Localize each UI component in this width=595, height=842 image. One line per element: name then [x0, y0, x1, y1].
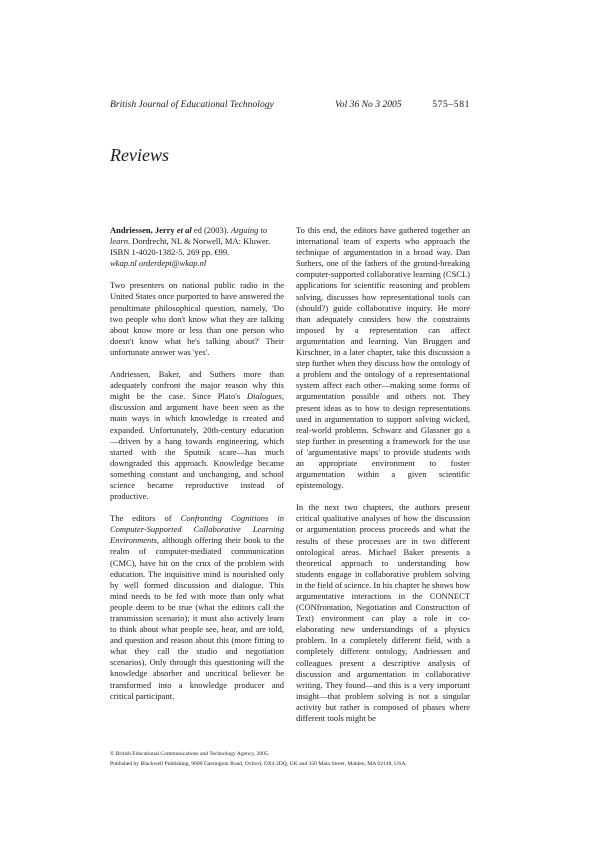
left-paragraph-3-a: The editors of — [110, 513, 181, 524]
citation-email[interactable]: orderdept@wkap.nl — [138, 258, 207, 269]
citation-publisher: . Dordrecht, NL & Norwell, MA: Kluwer. — [127, 236, 271, 247]
running-head — [110, 99, 470, 113]
right-column — [296, 225, 470, 724]
left-paragraph-1: Two presenters on national public radio in the United States once purported to have answered the penultimate philosophical question, namely, 'Do two people who don't know what they are talking about know more or less than one person who doesn't know what he's talking about?' Their unfortunate answer was 'yes'. — [110, 280, 284, 357]
citation-ed-year: ed (2003). — [191, 225, 231, 235]
left-paragraph-2 — [110, 369, 284, 502]
citation-title-part2: learn — [110, 236, 128, 247]
citation-website[interactable]: wkap.nl — [110, 258, 137, 269]
page-footer — [110, 750, 480, 769]
citation-etal: et al — [176, 225, 192, 235]
left-paragraph-2-b: , discussion and argument have been seen as the main ways in which knowledge is created and expanded. Unfortunately, 20th-century education—driven by a hang towards engineering, which started with the Sputnik scare—has much downgraded this approach. Knowledge became something constant and unchanging, and school science became reproductive instead of productive. — [110, 391, 284, 502]
volume-issue: Vol 36 No 3 2005 — [335, 99, 402, 110]
journal-name: British Journal of Educational Technology — [110, 99, 274, 110]
left-paragraph-3-b: , although offering their book to the realm of computer-mediated communication (CMC), have hit on the crux of the problem with education. The inquisitive mind is nourished only by well formed discussion and dialogue. This mind needs to be fed with more than only what people deem to be true (what the editors call the transmission scenario); it must also actively learn to think about what people see, hear, and are told, and question and reason about this (more fitting to what they call the studio and negotiation scenarios). Only through this questioning will the knowledge absorber and uncritical believer be transformed into a knowledge producer and critical participant. — [110, 535, 284, 701]
left-column — [110, 225, 284, 702]
left-paragraph-2-emphasis: Dialogues — [246, 391, 282, 402]
copyright-line: © British Educational Communications and Technology Agency, 2005. — [110, 751, 270, 757]
citation-contacts — [110, 258, 284, 269]
publisher-line: Published by Blackwell Publishing, 9600 Garsington Road, Oxford, OX4 2DQ, UK and 350 Main Street, Malden, MA 02148, USA. — [110, 760, 407, 767]
page-range: 575–581 — [432, 99, 470, 110]
left-paragraph-3-emphasis: Confronting Cognitions in Computer-Supported Collaborative Learning Environments — [110, 513, 284, 546]
left-paragraph-3 — [110, 513, 284, 702]
left-paragraph-2-a: Andriessen, Baker, and Suthers more than adequately confront the major reason why this might be the case. Since Plato's — [110, 369, 284, 402]
right-paragraph-2: In the next two chapters, the authors present critical qualitative analyses of how the discussion or argumentation process proceeds and what the results of these processes are in two different ontological areas. Michael Baker presents a theoretical approach to understanding how students engage in collaborative problem solving in the field of science. In his chapter he shows how argumentative interactions in the CONNECT (CONfrontation, Negotiation and Construction of Text) environment can play a role in co-elaborating new understandings of a physics problem. In a completely different field, with a completely different ontology, Andriessen and colleagues present a descriptive analysis of discussion and argumentation in collaborative writing. They found—and this is a very important insight—that problem solving is not a singular activity but rather is composed of phases where different tools might be — [296, 502, 470, 724]
citation-isbn: ISBN 1-4020-1382-5. 269 pp. €99. — [110, 247, 230, 258]
citation-author: Andriessen, Jerry — [110, 225, 175, 235]
section-title: Reviews — [110, 145, 169, 165]
citation-title-part1: Arguing to — [230, 225, 268, 235]
book-citation — [110, 225, 284, 269]
right-paragraph-1: To this end, the editors have gathered together an international team of experts who approach the technique of argumentation in a broad way. Dan Suthers, one of the fathers of the ground-breaking computer-supported collaborative learning (CSCL) applications for scientific reasoning and problem solving, discusses how representational tools can (should?) guide collaborative inquiry. He more than adequately considers how the constraints imposed by a representation can affect argumentation and learning. Van Bruggen and Kirschner, in a later chapter, take this discussion a step further when they discuss how the ontology of a problem and the ontology of a representational system affect each other—making some forms of argumentation possible and others not. They present ideas as to how to design representations used in argumentation to support solving wicked, real-world problems. Schwarz and Glassner go a step further in presenting a framework for the use of 'argumentative maps' to provide students with an appropriate environment to foster argumentation within a given scientific epistemology. — [296, 225, 470, 491]
